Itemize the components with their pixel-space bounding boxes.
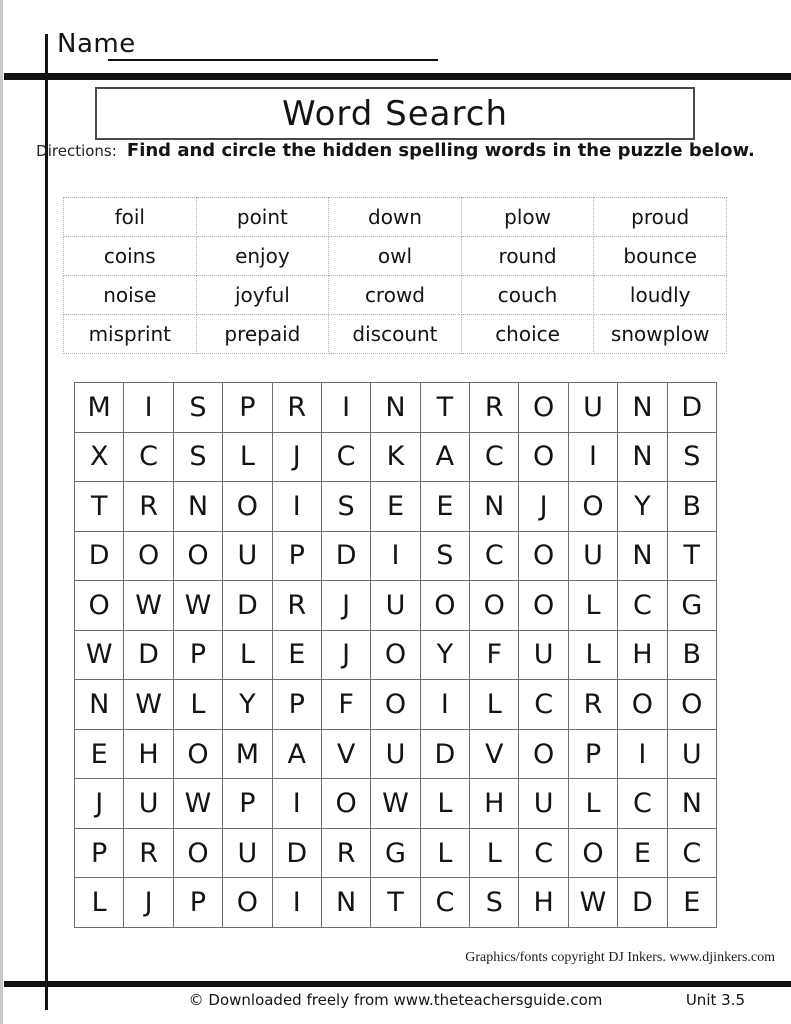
puzzle-grid-cell: O [519,532,568,582]
word-list-cell: choice [461,315,594,354]
puzzle-grid-cell: U [223,829,272,879]
puzzle-grid-cell: O [174,829,223,879]
puzzle-grid-cell: U [569,532,618,582]
puzzle-grid-cell: J [75,779,124,829]
puzzle-grid-cell: K [371,433,420,483]
word-list-cell: discount [329,315,462,354]
puzzle-grid-cell: D [75,532,124,582]
puzzle-grid-cell: B [668,482,717,532]
directions [0,140,791,161]
page-title: Word Search [281,93,508,134]
puzzle-grid-cell: B [668,631,717,681]
puzzle-grid-cell: J [273,433,322,483]
puzzle-grid-cell: J [322,581,371,631]
margin-vertical-line [45,34,48,1010]
puzzle-grid-cell: J [124,878,173,928]
puzzle-grid-cell: N [322,878,371,928]
puzzle-grid-cell: L [569,779,618,829]
word-list-cell: bounce [594,237,727,276]
puzzle-grid-cell: T [75,482,124,532]
puzzle-grid-cell: I [273,779,322,829]
puzzle-grid-cell: O [322,779,371,829]
puzzle-grid-cell: T [371,878,420,928]
puzzle-grid-cell: N [618,532,667,582]
puzzle-grid-cell: V [470,730,519,780]
puzzle-grid-cell: N [75,680,124,730]
download-note: © Downloaded freely from www.theteachersguide.com [188,991,603,1009]
puzzle-grid-cell: D [618,878,667,928]
word-list [63,197,727,354]
puzzle-grid-cell: L [421,829,470,879]
puzzle-grid-cell: L [470,829,519,879]
word-list-cell: crowd [329,276,462,315]
puzzle-grid-cell: U [124,779,173,829]
puzzle-grid-cell: O [421,581,470,631]
puzzle-grid-cell: N [174,482,223,532]
puzzle-grid-cell: R [273,383,322,433]
puzzle-grid-cell: C [618,779,667,829]
puzzle-grid-cell: W [174,779,223,829]
word-list-row [64,276,727,315]
name-label: Name [57,29,136,59]
puzzle-grid-cell: D [124,631,173,681]
puzzle-grid-cell: D [273,829,322,879]
puzzle-grid-cell: C [124,433,173,483]
puzzle-grid-cell: F [322,680,371,730]
puzzle-grid-cell: D [421,730,470,780]
puzzle-grid-cell: R [124,829,173,879]
puzzle-grid-cell: S [322,482,371,532]
puzzle-grid-cell: U [371,581,420,631]
puzzle-grid-cell: C [668,829,717,879]
puzzle-grid-cell: O [174,532,223,582]
puzzle-grid-cell: W [75,631,124,681]
word-list-cell: enjoy [196,237,329,276]
puzzle-grid-cell: T [421,383,470,433]
puzzle-grid-cell: E [273,631,322,681]
puzzle-grid-cell: L [569,631,618,681]
word-list-cell: prepaid [196,315,329,354]
puzzle-grid-cell: R [273,581,322,631]
puzzle-grid-cell: P [273,532,322,582]
puzzle-grid-cell: C [618,581,667,631]
unit-label: Unit 3.5 [685,991,745,1009]
puzzle-grid-cell: W [174,581,223,631]
puzzle-grid-cell: S [421,532,470,582]
puzzle-grid-cell: O [75,581,124,631]
puzzle-grid-cell: E [421,482,470,532]
puzzle-grid-cell: H [618,631,667,681]
puzzle-grid-cell: H [470,779,519,829]
puzzle-grid-cell: J [322,631,371,681]
puzzle-grid-cell: I [421,680,470,730]
name-blank-line [108,59,438,61]
puzzle-grid-cell: L [75,878,124,928]
puzzle-grid-cell: H [124,730,173,780]
puzzle-grid-cell: O [124,532,173,582]
puzzle-grid-cell: O [174,730,223,780]
puzzle-grid-cell: P [174,631,223,681]
word-list-cell: loudly [594,276,727,315]
puzzle-grid-cell: O [519,433,568,483]
puzzle-grid-cell: O [470,581,519,631]
puzzle-grid-cell: D [223,581,272,631]
header-divider-rule [4,73,791,80]
puzzle-grid-cell: O [569,829,618,879]
puzzle-grid-cell: W [569,878,618,928]
puzzle-grid-cell: O [371,680,420,730]
word-list-cell: owl [329,237,462,276]
puzzle-grid-cell: U [569,383,618,433]
puzzle-grid-cell: P [223,779,272,829]
puzzle-grid-cell: I [618,730,667,780]
puzzle-grid-cell: E [618,829,667,879]
puzzle-grid-cell: L [223,433,272,483]
puzzle-grid-cell: Y [618,482,667,532]
word-list-body [64,198,727,354]
puzzle-grid-cell: L [569,581,618,631]
directions-label: Directions: [36,142,117,160]
word-list-cell: down [329,198,462,237]
puzzle-grid-cell: N [470,482,519,532]
puzzle-grid-cell: E [75,730,124,780]
puzzle-grid-cell: V [322,730,371,780]
puzzle-grid-cell: G [371,829,420,879]
puzzle-grid-cell: S [174,433,223,483]
puzzle-grid-cell: C [470,532,519,582]
puzzle-grid-cell: Y [223,680,272,730]
puzzle-grid-cell: L [421,779,470,829]
puzzle-grid-cell: F [470,631,519,681]
puzzle-grid-cell: L [174,680,223,730]
puzzle-grid-cell: L [223,631,272,681]
puzzle-grid-cell: U [371,730,420,780]
puzzle-grid-cell: I [273,878,322,928]
word-list-cell: joyful [196,276,329,315]
puzzle-grid-cell: R [470,383,519,433]
puzzle-grid-cell: R [124,482,173,532]
word-list-cell: point [196,198,329,237]
puzzle-grid-cell: U [519,779,568,829]
word-list-cell: proud [594,198,727,237]
puzzle-grid-cell: I [371,532,420,582]
word-list-cell: couch [461,276,594,315]
puzzle-grid-cell: O [519,730,568,780]
puzzle-grid-cell: O [371,631,420,681]
puzzle-grid-cell: G [668,581,717,631]
puzzle-grid-cell: C [519,829,568,879]
puzzle-grid-cell: O [569,482,618,532]
puzzle-grid-cell: P [273,680,322,730]
word-list-row [64,237,727,276]
puzzle-grid-cell: A [421,433,470,483]
puzzle-grid-cell: P [569,730,618,780]
word-list-cell: noise [64,276,197,315]
puzzle-grid [74,382,717,928]
puzzle-grid-cell: O [519,383,568,433]
puzzle-grid-cell: C [322,433,371,483]
puzzle-grid-cell: W [124,581,173,631]
puzzle-grid-cell: S [668,433,717,483]
puzzle-grid-cell: P [223,383,272,433]
word-list-cell: misprint [64,315,197,354]
puzzle-grid-cell: S [174,383,223,433]
credits-text: Graphics/fonts copyright DJ Inkers. www.djinkers.com [465,950,775,965]
puzzle-grid-cell: D [322,532,371,582]
puzzle-grid-cell: N [668,779,717,829]
puzzle-grid-cell: I [569,433,618,483]
puzzle-grid-cell: O [668,680,717,730]
puzzle-grid-cell: Y [421,631,470,681]
puzzle-grid-cell: N [618,383,667,433]
puzzle-grid-cell: H [519,878,568,928]
puzzle-grid-cell: U [519,631,568,681]
word-list-cell: foil [64,198,197,237]
puzzle-grid-cell: S [470,878,519,928]
puzzle-grid-cell: R [569,680,618,730]
puzzle-grid-cell: P [75,829,124,879]
puzzle-grid-cell: J [519,482,568,532]
puzzle-grid-cell: O [618,680,667,730]
puzzle-grid-cell: X [75,433,124,483]
puzzle-grid-cell: I [124,383,173,433]
word-list-cell: snowplow [594,315,727,354]
puzzle-grid-cell: C [421,878,470,928]
puzzle-grid-cell: O [519,581,568,631]
puzzle-grid-cell: U [223,532,272,582]
puzzle-grid-cell: N [618,433,667,483]
puzzle-grid-cell: M [223,730,272,780]
puzzle-grid-cell: R [322,829,371,879]
puzzle-grid-cell: I [273,482,322,532]
puzzle-grid-cell: M [75,383,124,433]
puzzle-grid-cell: W [124,680,173,730]
word-list-row [64,198,727,237]
word-list-row [64,315,727,354]
puzzle-grid-cell: D [668,383,717,433]
puzzle-grid-cell: E [371,482,420,532]
puzzle-grid-cell: O [223,878,272,928]
word-list-cell: coins [64,237,197,276]
puzzle-grid-cell: N [371,383,420,433]
puzzle-grid-cell: P [174,878,223,928]
footer-divider-rule [4,981,791,987]
puzzle-grid-cell: T [668,532,717,582]
word-list-cell: round [461,237,594,276]
title-box [95,87,695,140]
puzzle-grid-cell: O [223,482,272,532]
puzzle-grid-cell: U [668,730,717,780]
puzzle-grid-cell: I [322,383,371,433]
puzzle-grid-cell: E [668,878,717,928]
directions-text: Find and circle the hidden spelling words in the puzzle below. [126,140,755,161]
word-list-cell: plow [461,198,594,237]
puzzle-grid-cell: L [470,680,519,730]
puzzle-grid-cell: A [273,730,322,780]
puzzle-grid-cell: C [519,680,568,730]
puzzle-grid-cell: W [371,779,420,829]
puzzle-grid-cell: C [470,433,519,483]
